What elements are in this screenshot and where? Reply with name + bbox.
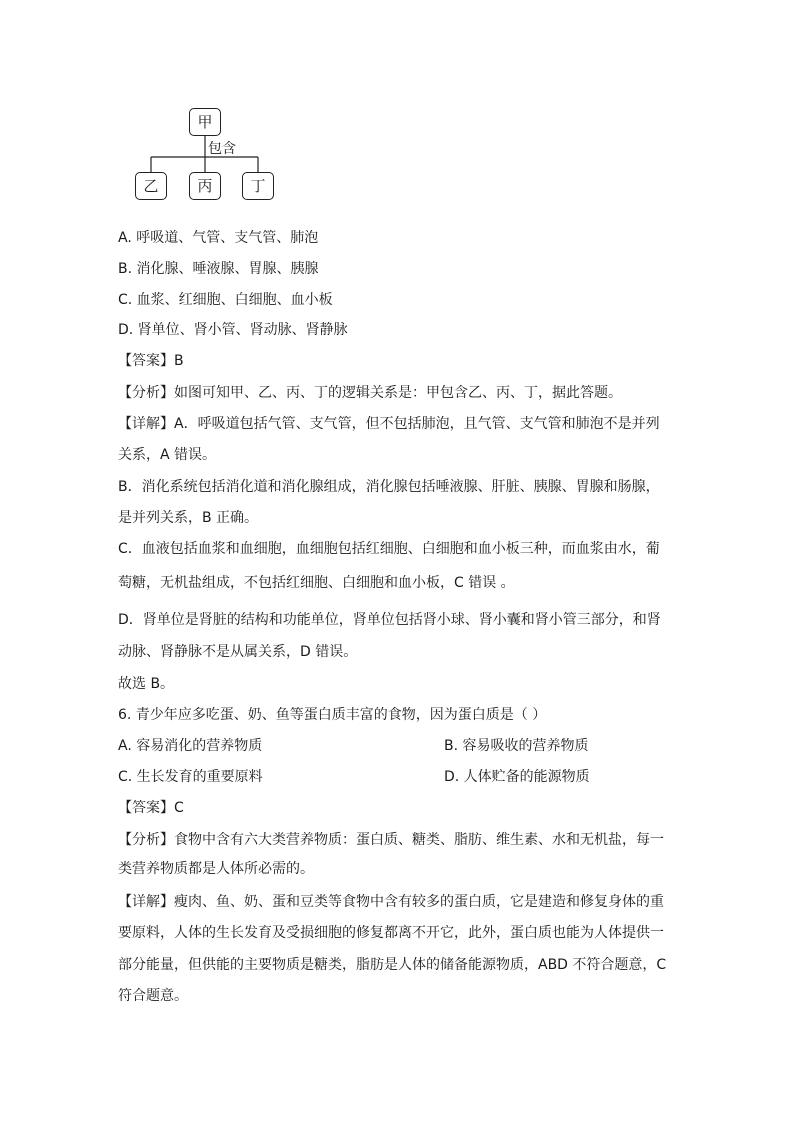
q5-detail-line: D．肾单位是肾脏的结构和功能单位，肾单位包括肾小球、肾小囊和肾小管三部分，和肾 [118, 612, 661, 628]
q5-analysis: 【分析】如图可知甲、乙、丙、丁的逻辑关系是：甲包含乙、丙、丁，据此答题。 [118, 385, 622, 401]
q6-analysis-line: 类营养物质都是人体所必需的。 [118, 861, 314, 877]
diagram-node-jia: 甲 [189, 108, 221, 136]
q6-answer: 【答案】C [118, 800, 184, 816]
q5-detail-line: 关系，A 错误。 [118, 447, 217, 463]
q5-option-d: D. 肾单位、肾小管、肾动脉、肾静脉 [118, 322, 348, 338]
q6-option-b: B. 容易吸收的营养物质 [444, 738, 589, 754]
q5-option-c: C. 血浆、红细胞、白细胞、血小板 [118, 292, 333, 308]
diagram-relation-label: 包含 [208, 141, 236, 157]
q6-option-d: D. 人体贮备的能源物质 [444, 769, 590, 785]
q5-detail-line: 动脉、肾静脉不是从属关系，D 错误。 [118, 644, 358, 660]
q6-option-a: A. 容易消化的营养物质 [118, 738, 263, 754]
diagram-node-yi: 乙 [135, 172, 167, 200]
concept-diagram [118, 100, 298, 210]
q6-question: 6. 青少年应多吃蛋、奶、鱼等蛋白质丰富的食物，因为蛋白质是（ ） [118, 707, 547, 723]
q5-answer: 【答案】B [118, 353, 184, 369]
q5-detail-line: B．消化系统包括消化道和消化腺组成，消化腺包括唾液腺、肝脏、胰腺、胃腺和肠腺， [118, 479, 660, 495]
q5-conclusion: 故选 B。 [118, 676, 175, 692]
q6-detail-line: 要原料，人体的生长发育及受损细胞的修复都离不开它，此外，蛋白质也能为人体提供一 [118, 925, 664, 941]
q5-option-a: A. 呼吸道、气管、支气管、肺泡 [118, 230, 319, 246]
q6-detail-line: 符合题意。 [118, 988, 188, 1004]
q5-option-b: B. 消化腺、唾液腺、胃腺、胰腺 [118, 261, 319, 277]
q6-analysis-line: 【分析】食物中含有六大类营养物质：蛋白质、糖类、脂肪、维生素、水和无机盐，每一 [118, 832, 664, 848]
q5-detail-line: C．血液包括血浆和血细胞，血细胞包括红细胞、白细胞和血小板三种，而血浆由水，葡 [118, 541, 660, 557]
q5-detail-line: 是并列关系，B 正确。 [118, 510, 259, 526]
q6-detail-line: 【详解】瘦肉、鱼、奶、蛋和豆类等食物中含有较多的蛋白质，它是建造和修复身体的重 [118, 894, 664, 910]
q6-option-c: C. 生长发育的重要原料 [118, 769, 263, 785]
q6-detail-line: 部分能量，但供能的主要物质是糖类，脂肪是人体的储备能源物质，ABD 不符合题意，C [118, 957, 667, 973]
diagram-node-ding: 丁 [242, 172, 274, 200]
q5-detail-line: 萄糖，无机盐组成，不包括红细胞、白细胞和血小板，C 错误 。 [118, 575, 515, 591]
diagram-node-bing: 丙 [189, 172, 221, 200]
q5-detail-line: 【详解】A．呼吸道包括气管、支气管，但不包括肺泡，且气管、支气管和肺泡不是并列 [118, 416, 660, 432]
